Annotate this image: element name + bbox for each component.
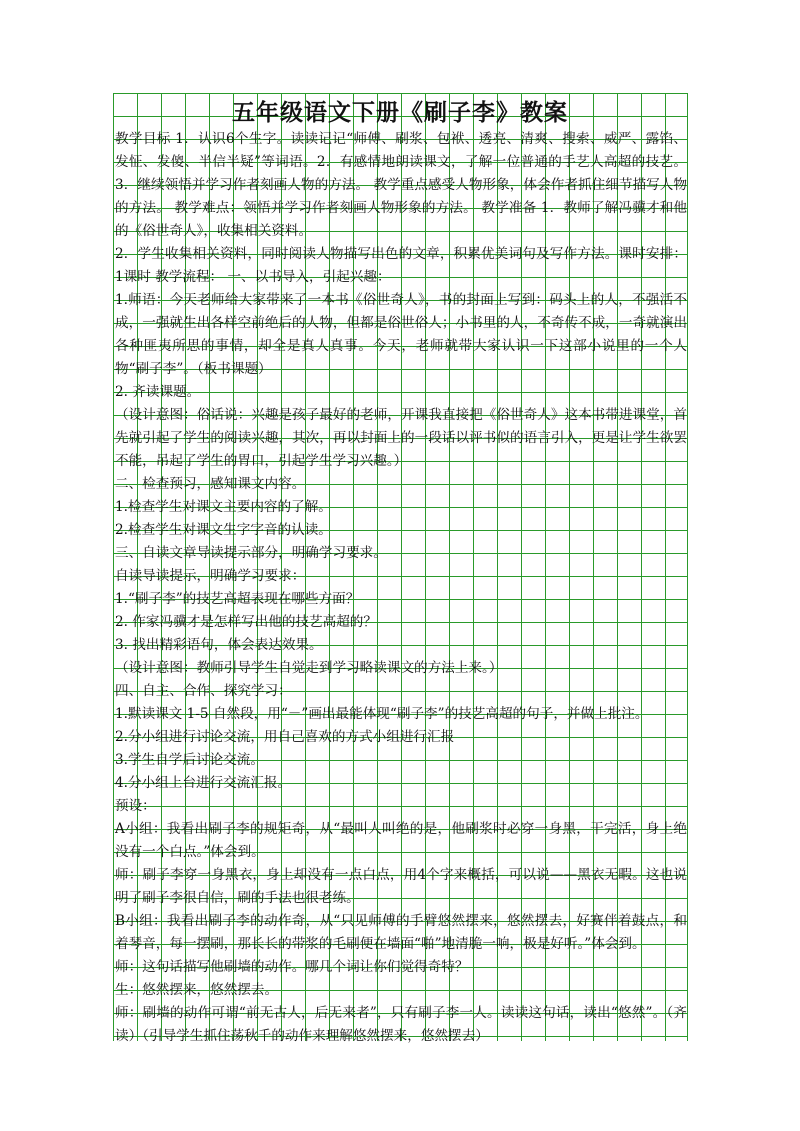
paragraph-objectives: 教学目标 1．认识6个生字。读读记记“师傅、刷浆、包袱、透亮、清爽、搜索、威严、露馅、发怔、发傻、半信半疑”等词语。2．有感情地朗读课文，了解一位普通的手艺人高超的技艺。 3．继续领悟并学习作者刻画人物的方法。 教学重点感受人物形象，体会作者抓住细节描写人物的方法。 教学难点：领悟并学习作者刻画人物形象的方法。 教学准备 1．教师了解冯骥才和他的《俗世奇人》，收集相关资料。 bbox=[115, 131, 687, 239]
paragraph-group-a: A小组：我看出刷子李的规矩奇，从“最叫人叫绝的是，他刷浆时必穿一身黑，干完活，身上绝没有一个白点。”体会到。 bbox=[115, 821, 687, 860]
paragraph-read-title: 2. 齐读课题。 bbox=[115, 384, 201, 400]
section-heading-3: 三、自读文章导读提示部分，明确学习要求。 bbox=[115, 545, 387, 561]
list-item: 4.分小组上台进行交流汇报。 bbox=[115, 775, 292, 791]
paragraph-student-answer: 生：悠然摆来，悠然摆去。 bbox=[115, 982, 279, 998]
paragraph-teacher-intro: 1.师语：今天老师给大家带来了一本书《俗世奇人》，书的封面上写到：码头上的人，不强活不成，一强就生出各样空前绝后的人物，但都是俗世俗人；小书里的人，不奇传不成，一奇就演出各种匪夷所思的事情，却全是真人真事。今天，老师就带大家认识一下这部小说里的一个人物“刷子李”。（板书课题） bbox=[115, 292, 687, 377]
paragraph-design-intent-1: （设计意图：俗话说：兴趣是孩子最好的老师，开课我直接把《俗世奇人》这本书带进课堂，首先就引起了学生的阅读兴趣，其次，再以封面上的一段话以评书似的语言引入，更是让学生欲罢不能，吊起了学生的胃口，引起学生学习兴趣。） bbox=[115, 407, 687, 469]
paragraph-preparation: 2．学生收集相关资料，同时阅读人物描写出色的文章，积累优美词句及写作方法。课时安排：1课时 教学流程： 一、以书导入，引起兴趣： bbox=[115, 246, 687, 285]
paragraph-teacher-question: 师：这句话描写他刷墙的动作。哪几个词让你们觉得奇特？ bbox=[115, 959, 469, 975]
paragraph-group-b: B小组：我看出刷子李的动作奇，从“只见师傅的手臂悠然摆来，悠然摆去，好赛伴着鼓点，和着琴音，每一摆刷，那长长的带浆的毛刷便在墙面“啪”地清脆一响，极是好听。”体会到。 bbox=[115, 913, 687, 952]
list-item: 3. 找出精彩语句，体会表达效果。 bbox=[115, 637, 323, 653]
list-item: 1.“刷子李”的技艺高超表现在哪些方面？ bbox=[115, 591, 360, 607]
section-heading-2: 二、检查预习，感知课文内容。 bbox=[115, 476, 306, 492]
paragraph-design-intent-2: （设计意图：教师引导学生自觉走到学习略读课文的方法上来。） bbox=[115, 660, 503, 676]
section-heading-4: 四、自主、合作、探究学习： bbox=[115, 683, 292, 699]
list-item: 1.检查学生对课文主要内容的了解。 bbox=[115, 499, 332, 515]
list-item: 2.分小组进行讨论交流，用自己喜欢的方式小组进行汇报 bbox=[115, 729, 455, 745]
list-item: 2. 作家冯骥才是怎样写出他的技艺高超的？ bbox=[115, 614, 377, 630]
paragraph-teacher-b: 师：刷墙的动作可谓“前无古人，后无来者”，只有刷子李一人。读读这句话，读出“悠然”。（齐读）（引导学生抓住荡秋千的动作来理解悠然摆来，悠然摆去） bbox=[115, 1005, 687, 1044]
paragraph-guide: 自读导读提示，明确学习要求： bbox=[115, 568, 306, 584]
list-item: 2.检查学生对课文生字字音的认读。 bbox=[115, 522, 332, 538]
paragraph-teacher-a: 师：刷子李穿一身黑衣，身上却没有一点白点，用4个字来概括，可以说——黑衣无暇。这也说明了刷子李很自信，刷的手法也很老练。 bbox=[115, 867, 687, 906]
paragraph-preset: 预设： bbox=[115, 798, 156, 814]
list-item: 1.默读课文 1-5 自然段，用“－”画出最能体现“刷子李”的技艺高超的句子，并做上批注。 bbox=[115, 706, 649, 722]
list-item: 3.学生自学后讨论交流。 bbox=[115, 752, 264, 768]
document-title: 五年级语文下册《刷子李》教案 bbox=[232, 100, 568, 126]
document-body bbox=[115, 128, 687, 1048]
grid-paper bbox=[113, 93, 688, 1044]
